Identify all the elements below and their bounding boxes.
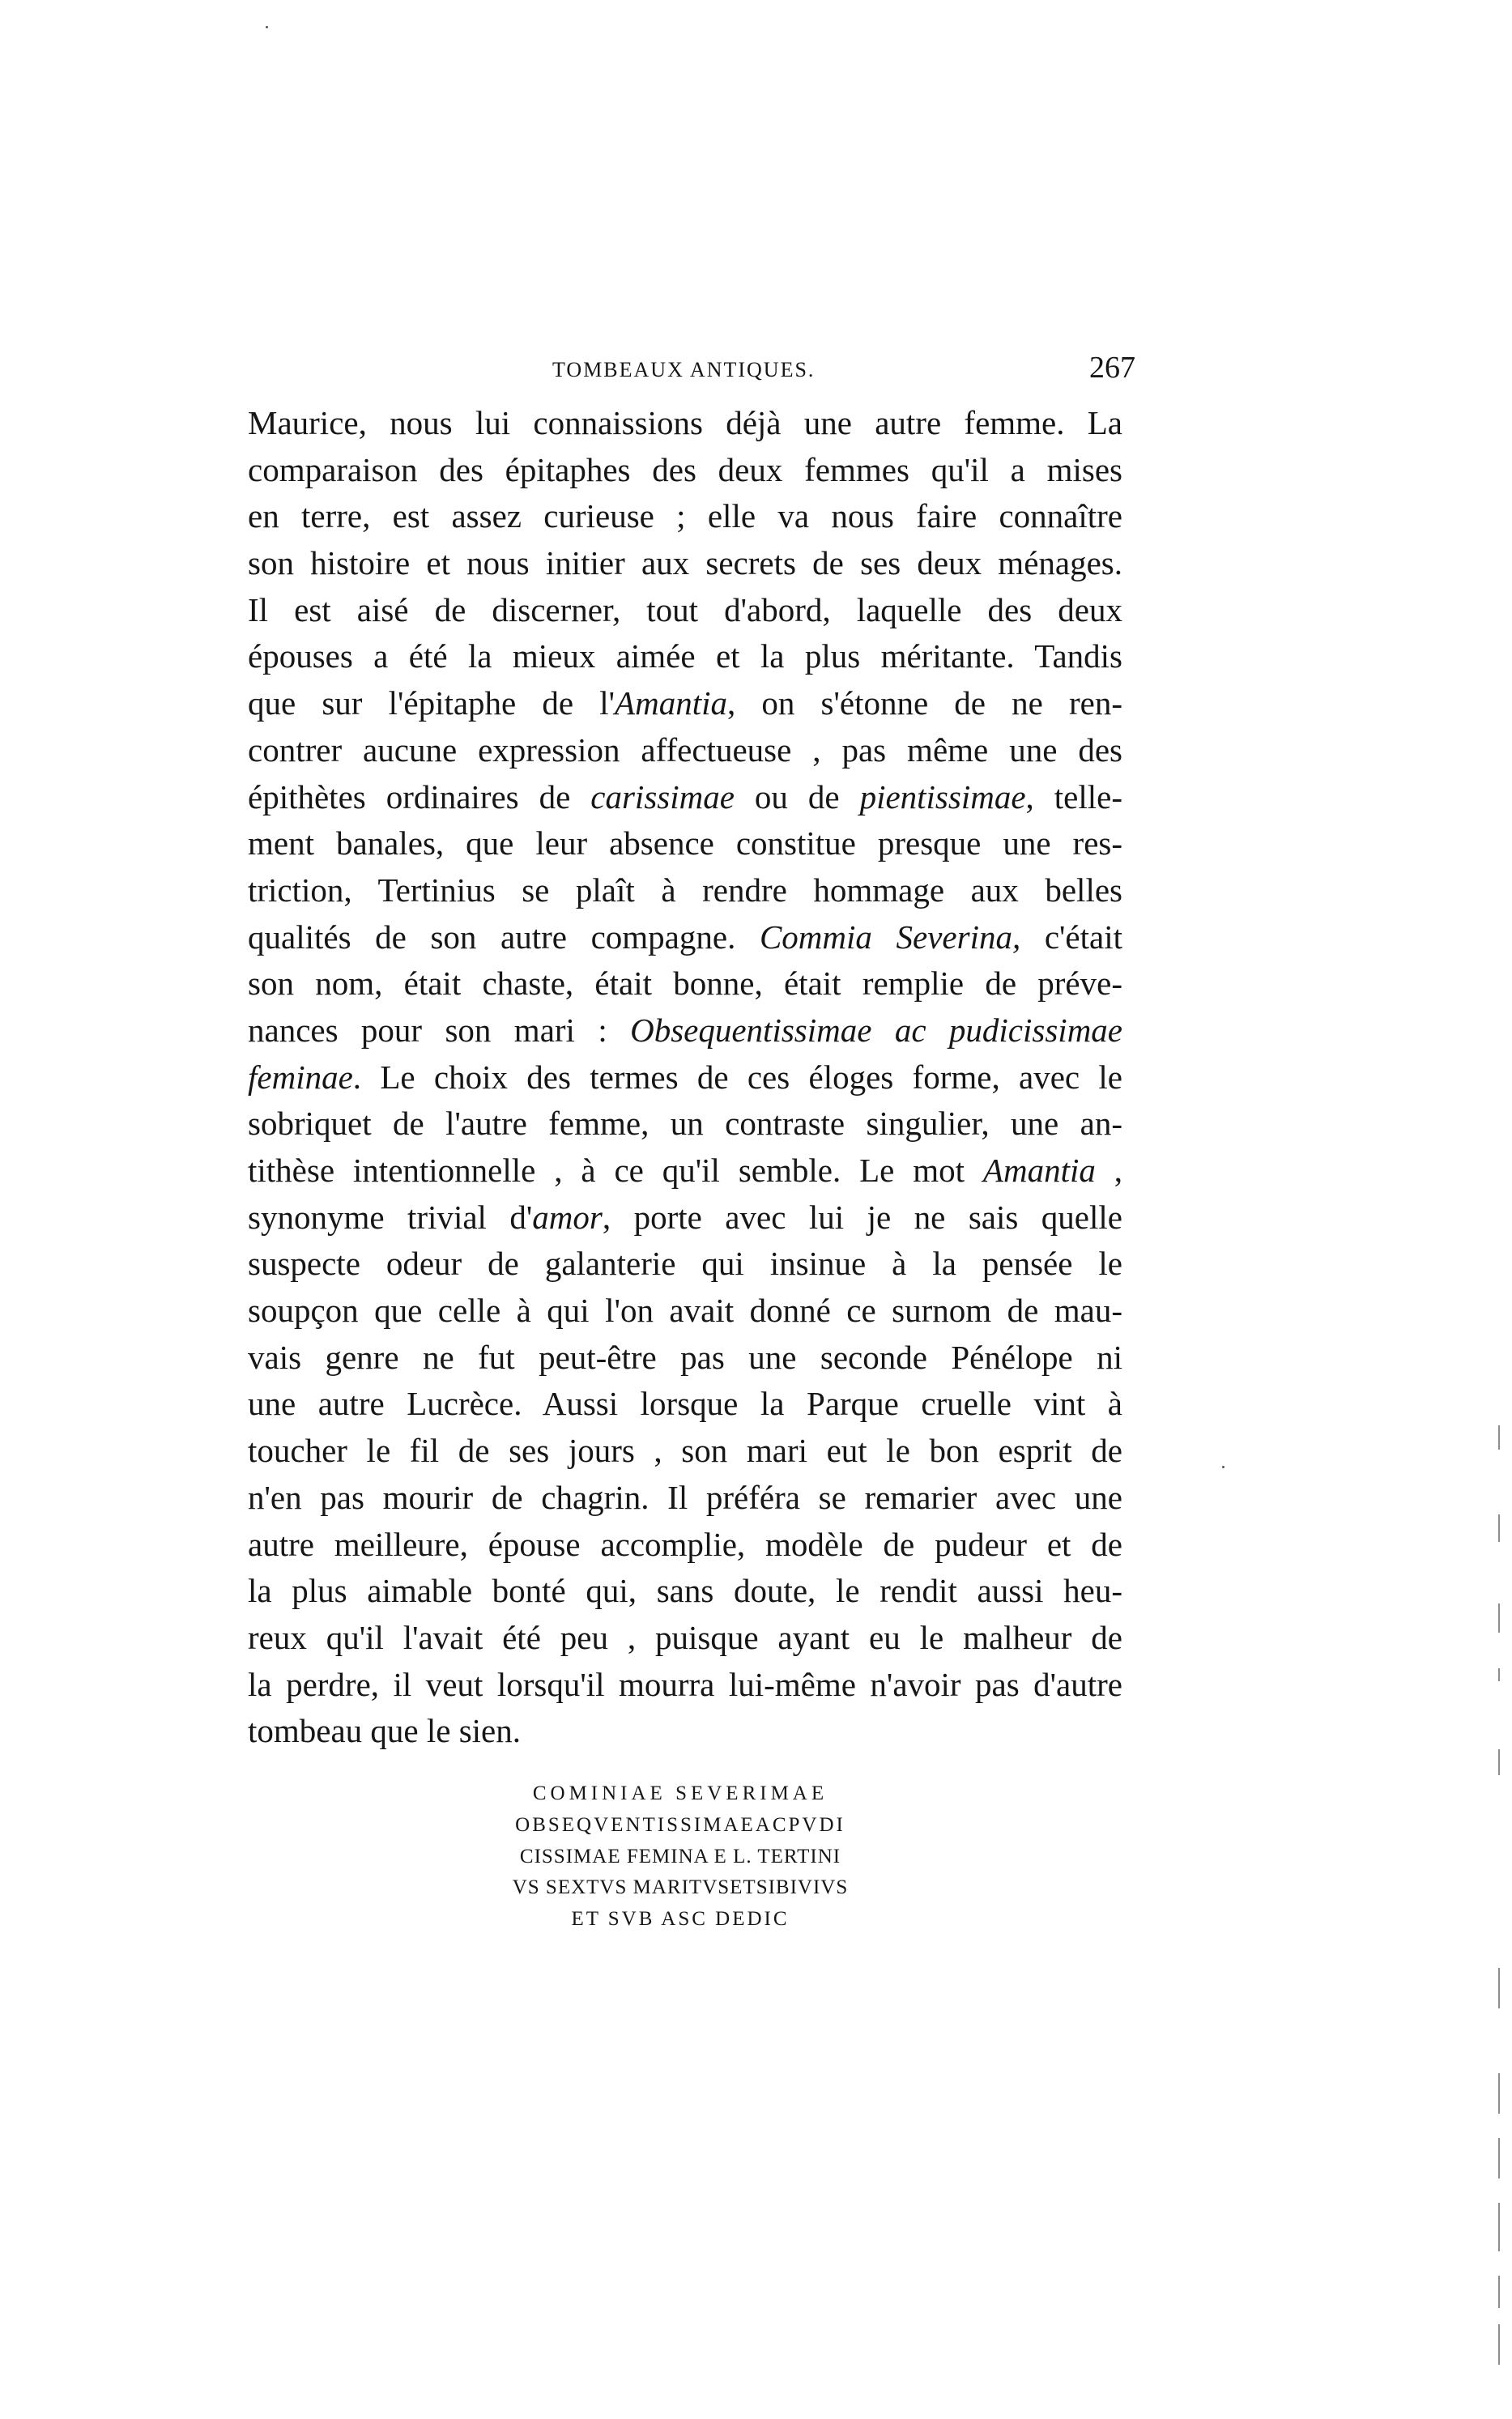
latin-inscription xyxy=(486,1778,875,1936)
text-segment: c'était xyxy=(1020,918,1122,956)
inscription-line: OBSEQVENTISSIMAEACPVDI xyxy=(515,1813,845,1836)
text-line xyxy=(248,1148,1122,1195)
text-segment: que sur l'épitaphe de l' xyxy=(248,684,615,722)
inscription-line: CISSIMAE FEMINA E L. TERTINI xyxy=(519,1845,841,1867)
scan-mark xyxy=(1498,1749,1500,1775)
text-line xyxy=(248,914,1122,961)
text-segment: qualités de son autre compagne. xyxy=(248,918,760,956)
scan-mark xyxy=(1498,2276,1500,2308)
text-segment: ou de xyxy=(734,777,860,816)
scan-mark xyxy=(1498,2324,1500,2365)
text-segment: , telle- xyxy=(1025,777,1122,816)
scan-mark xyxy=(1498,1668,1500,1681)
text-line: tombeau que le sien. xyxy=(248,1712,522,1750)
italic-quote: feminae xyxy=(248,1058,353,1096)
text-segment: épithètes ordinaires de xyxy=(248,777,591,816)
scan-mark xyxy=(1498,1968,1500,2008)
text-line xyxy=(248,1195,1122,1241)
scan-edge-marks xyxy=(1495,1425,1503,2381)
running-head: TOMBEAUX ANTIQUES. xyxy=(552,358,816,381)
text-line: Il est aisé de discerner, tout d'abord, laquelle des deux xyxy=(248,590,1122,628)
italic-quote: Obsequentissimae ac pudicissimae xyxy=(630,1011,1122,1049)
italic-word: pientissimae xyxy=(859,777,1026,816)
italic-word: amor xyxy=(532,1198,603,1236)
scan-mark xyxy=(1498,1603,1500,1633)
scan-mark xyxy=(1498,1514,1500,1542)
italic-word: Amantia xyxy=(615,684,727,722)
text-segment: , on s'étonne de ne ren- xyxy=(726,684,1123,722)
text-line: vais genre ne fut peut-être pas une seconde Pénélope ni xyxy=(248,1338,1122,1376)
text-line xyxy=(248,680,1122,727)
scan-mark xyxy=(1498,2203,1500,2251)
text-line xyxy=(248,1007,1122,1054)
page-header xyxy=(243,350,1135,398)
scan-mark xyxy=(1498,2138,1500,2178)
ink-speck xyxy=(266,26,268,28)
text-line: sobriquet de l'autre femme, un contraste singulier, une an- xyxy=(248,1105,1122,1143)
text-line: toucher le fil de ses jours , son mari eut le bon esprit de xyxy=(248,1432,1122,1470)
inscription-line: COMINIAE SEVERIMAE xyxy=(532,1782,828,1804)
italic-word: Amantia xyxy=(982,1152,1096,1189)
inscription-line: VS SEXTVS MARITVSETSIBIVIVS xyxy=(512,1876,849,1899)
text-line: son histoire et nous initier aux secrets de ses deux ménages. xyxy=(248,544,1122,582)
inscription-line: ET SVB ASC DEDIC xyxy=(571,1908,790,1931)
text-segment: tithèse intentionnelle , à ce qu'il semble. Le mot xyxy=(248,1152,983,1189)
text-line: en terre, est assez curieuse ; elle va nous faire connaître xyxy=(248,497,1122,535)
text-line: suspecte odeur de galanterie qui insinue à la pensée le xyxy=(248,1245,1122,1283)
text-line: ment banales, que leur absence constitue presque une res- xyxy=(248,824,1122,862)
scan-mark xyxy=(1498,2073,1500,2114)
body-text xyxy=(248,400,1122,1755)
text-segment: synonyme trivial d' xyxy=(248,1198,533,1236)
page-number: 267 xyxy=(1089,351,1135,385)
text-line: une autre Lucrèce. Aussi lorsque la Parque cruelle vint à xyxy=(248,1385,1122,1423)
text-line: soupçon que celle à qui l'on avait donné ce surnom de mau- xyxy=(248,1292,1122,1330)
text-line xyxy=(248,1054,1122,1101)
text-line: comparaison des épitaphes des deux femmes qu'il a mises xyxy=(248,450,1122,488)
text-line: son nom, était chaste, était bonne, était remplie de préve- xyxy=(248,965,1122,1003)
text-line: la plus aimable bonté qui, sans doute, le rendit aussi heu- xyxy=(248,1572,1122,1610)
text-line: autre meilleure, épouse accomplie, modèle de pudeur et de xyxy=(248,1525,1122,1563)
italic-name: Commia Severina, xyxy=(759,918,1021,956)
italic-word: carissimae xyxy=(590,777,735,816)
text-segment: nances pour son mari : xyxy=(248,1011,631,1049)
text-line: triction, Tertinius se plaît à rendre hommage aux belles xyxy=(248,871,1122,909)
text-segment: . Le choix des termes de ces éloges forme, avec le xyxy=(352,1058,1122,1096)
text-segment: , xyxy=(1095,1152,1123,1189)
text-line: n'en pas mourir de chagrin. Il préféra se remarier avec une xyxy=(248,1478,1122,1516)
text-line: Maurice, nous lui connaissions déjà une autre femme. La xyxy=(248,404,1122,441)
text-segment: , porte avec lui je ne sais quelle xyxy=(602,1198,1122,1236)
text-line: contrer aucune expression affectueuse , pas même une des xyxy=(248,730,1122,769)
scan-mark xyxy=(1498,1425,1500,1450)
ink-speck xyxy=(1222,1466,1225,1468)
text-line xyxy=(248,774,1122,821)
text-line: épouses a été la mieux aimée et la plus méritante. Tandis xyxy=(248,637,1122,675)
text-line: la perdre, il veut lorsqu'il mourra lui-même n'avoir pas d'autre xyxy=(248,1665,1122,1703)
text-line: reux qu'il l'avait été peu , puisque ayant eu le malheur de xyxy=(248,1618,1122,1656)
